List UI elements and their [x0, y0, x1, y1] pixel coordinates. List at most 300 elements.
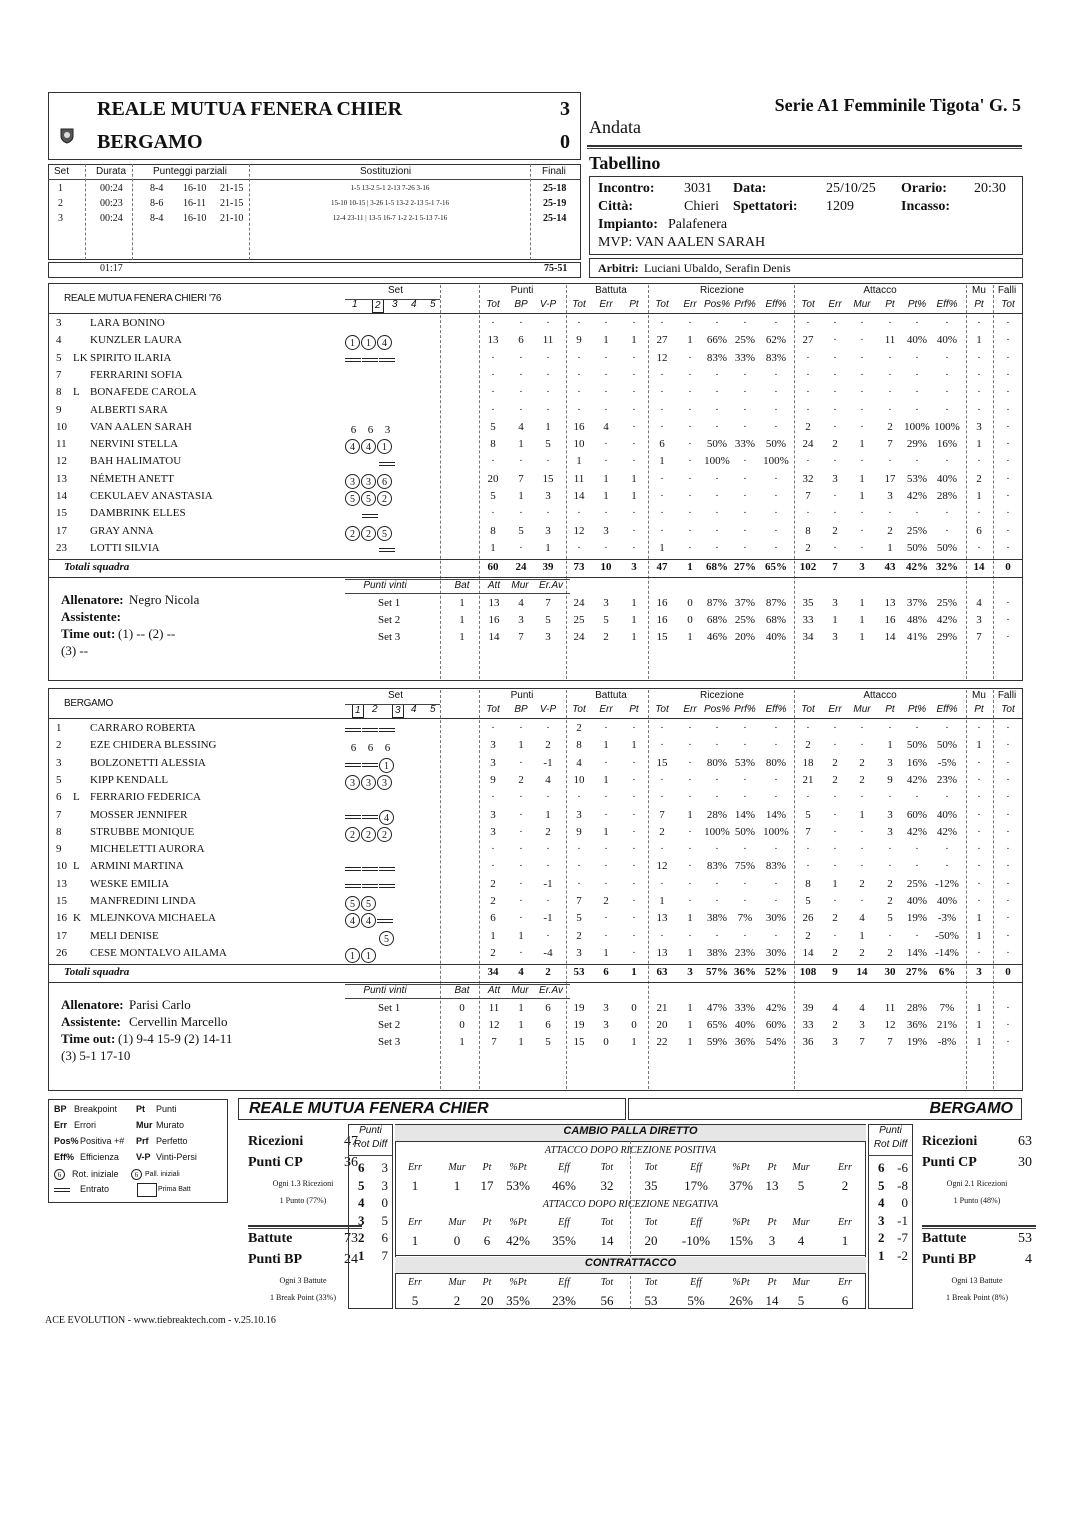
player-stat-15: 100%: [904, 420, 930, 433]
player-name: ARMINI MARTINA: [90, 860, 184, 873]
entered-marker: [345, 867, 361, 871]
player-stat-13: 1: [859, 438, 865, 451]
away-subheader-11: Tot: [801, 704, 815, 715]
per-set-stat-0: 1: [459, 597, 465, 610]
player-name: KUNZLER LAURA: [90, 334, 182, 347]
player-stat-16: ·: [945, 507, 949, 520]
player-stat-17: 1: [976, 334, 982, 347]
hdr-away-3: Pt: [767, 1162, 777, 1173]
player-stat-6: ·: [660, 490, 664, 502]
player-name: VAN AALEN SARAH: [90, 420, 192, 433]
hdr-away-2: %Pt: [732, 1217, 750, 1228]
per-set-stat-13: 1: [832, 614, 838, 627]
player-stat-9: 53%: [734, 756, 756, 769]
player-stat-4: 4: [603, 420, 609, 433]
player-stat-15: 60%: [906, 808, 928, 821]
away-note2: 1 Punto (48%): [953, 1196, 1001, 1205]
player-stat-5: ·: [632, 756, 636, 769]
entered-marker: [345, 358, 361, 362]
player-stat-2: ·: [546, 507, 550, 520]
player-stat-13: 2: [859, 946, 865, 959]
player-stat-2: ·: [546, 860, 550, 873]
player-stat-9: 75%: [734, 860, 756, 873]
away-subheader-5: Pt: [629, 704, 639, 715]
per-set-stat-0: 0: [459, 1002, 465, 1015]
away-header-attacco: Attacco: [863, 690, 897, 701]
per-set-stat-0: 0: [459, 1019, 465, 1032]
per-set-stat-7: 16: [656, 597, 668, 610]
entered-marker: [345, 884, 361, 888]
player-stat-8: 100%: [704, 455, 730, 468]
per-set-stat-9: 87%: [706, 597, 728, 610]
player-stat-9: ·: [743, 739, 747, 752]
player-stat-8: 66%: [706, 334, 728, 347]
player-stat-0: 2: [490, 895, 496, 907]
neg-home-2: 6: [483, 1233, 491, 1248]
pall-iniziali-icon: 6: [131, 1169, 142, 1180]
player-sets-played: [345, 721, 396, 739]
legend-key-0: BP: [54, 1104, 67, 1114]
per-set-stat-7: 16: [656, 614, 668, 627]
per-set-stat-11: 87%: [765, 597, 787, 610]
player-stat-1: ·: [519, 403, 523, 416]
player-name: FERRARINI SOFIA: [90, 368, 183, 381]
con-away-4: 5: [797, 1293, 805, 1308]
player-stat-3: ·: [577, 386, 581, 399]
home-rot-diff-5: 7: [381, 1247, 388, 1263]
per-set-stat-14: 4: [859, 1002, 865, 1015]
player-stat-17: ·: [977, 843, 981, 856]
player-stat-2: 3: [545, 524, 551, 537]
hdr-home-0: Err: [408, 1162, 422, 1173]
per-set-stat-1: 14: [488, 631, 500, 644]
away-set-number-5: 5: [430, 704, 436, 715]
player-stat-8: ·: [715, 524, 719, 537]
player-stat-15: 40%: [906, 334, 928, 347]
player-stat-2: ·: [546, 317, 550, 329]
player-stat-12: 2: [832, 438, 838, 451]
player-stat-17: ·: [977, 507, 981, 520]
player-stat-17: 2: [976, 472, 982, 485]
away-set-number-3: 3: [392, 704, 404, 718]
legend-entrato: Entrato: [80, 1184, 110, 1194]
player-stat-16: -5%: [937, 756, 957, 769]
per-set-stat-19: ·: [1006, 597, 1010, 610]
player-stat-10: ·: [774, 722, 778, 734]
player-number: 15: [56, 895, 67, 907]
player-stat-12: ·: [833, 403, 837, 416]
home-pv-header-1: Bat: [454, 580, 470, 592]
hdr-home-4: Eff: [558, 1217, 570, 1228]
player-stat-2: 5: [545, 438, 551, 451]
player-stat-13: ·: [860, 895, 864, 907]
player-stat-11: ·: [806, 317, 810, 329]
starting-rotation-marker: 5: [377, 526, 392, 541]
player-stat-14: 5: [887, 912, 893, 925]
player-stat-4: ·: [604, 368, 608, 381]
hdr-home-5: Tot: [600, 1277, 614, 1288]
incontro-value: 3031: [684, 181, 712, 196]
player-stat-1: 1: [518, 739, 524, 752]
player-stat-3: 14: [573, 490, 585, 502]
player-stat-8: 38%: [706, 946, 728, 959]
away-rot-num-5: 1: [878, 1247, 885, 1263]
total-final: 75-51: [544, 263, 568, 274]
player-sets-played: [345, 911, 394, 929]
per-set-stat-4: 25: [573, 614, 585, 627]
player-stat-6: ·: [660, 403, 664, 416]
player-stat-11: 14: [802, 946, 814, 959]
pos-away-2: 37%: [729, 1178, 753, 1193]
player-stat-7: 1: [687, 334, 693, 347]
player-stat-9: 7%: [737, 912, 753, 925]
player-stat-12: ·: [833, 722, 837, 734]
player-stat-13: 2: [859, 756, 865, 769]
player-stat-6: ·: [660, 877, 664, 890]
player-stat-8: ·: [715, 386, 719, 399]
home-note3: Ogni 3 Battute: [279, 1276, 327, 1285]
hdr-home-4: Eff: [558, 1162, 570, 1173]
per-set-stat-8: 1: [687, 1019, 693, 1032]
player-stat-17: ·: [977, 895, 981, 907]
away-total-14: 30: [884, 966, 896, 979]
per-set-stat-1: 12: [488, 1019, 500, 1032]
hdr-home-1: Mur: [448, 1277, 466, 1288]
player-stat-9: ·: [743, 541, 747, 554]
player-stat-7: ·: [688, 472, 692, 485]
starting-rotation-marker: 2: [361, 827, 376, 842]
hdr-away-0: Tot: [644, 1217, 658, 1228]
player-stat-18: ·: [1006, 524, 1010, 537]
player-stat-14: ·: [888, 722, 892, 734]
player-stat-11: ·: [806, 843, 810, 856]
home-pbp-label: Punti BP: [248, 1252, 303, 1267]
player-stat-6: ·: [660, 791, 664, 804]
player-stat-7: 1: [687, 808, 693, 821]
player-stat-6: ·: [660, 739, 664, 752]
player-stat-6: 12: [656, 860, 668, 873]
legend-key-6: Eff%: [54, 1152, 74, 1162]
player-name: NERVINI STELLA: [90, 438, 179, 451]
home-subheader-5: Pt: [629, 299, 639, 310]
starting-rotation-marker: 4: [361, 439, 376, 454]
player-stat-12: ·: [833, 808, 837, 821]
sets-header-sostituzioni: Sostituzioni: [360, 166, 412, 177]
pos-away-3: 13: [765, 1178, 779, 1193]
home-rot-num-0: 6: [358, 1160, 365, 1175]
player-stat-9: ·: [743, 791, 747, 804]
per-set-stat-18: 3: [976, 614, 982, 627]
player-number: 7: [56, 808, 62, 821]
player-stat-8: ·: [715, 929, 719, 942]
away-note4: 1 Break Point (8%): [946, 1293, 1008, 1302]
player-stat-3: ·: [577, 877, 581, 890]
legend-desc-0: Breakpoint: [74, 1104, 118, 1114]
player-stat-9: 25%: [734, 334, 756, 347]
player-stat-4: ·: [604, 808, 608, 821]
home-subheader-18: Tot: [1001, 299, 1015, 310]
player-stat-1: ·: [519, 317, 523, 329]
away-pbp-value: 4: [1025, 1252, 1032, 1267]
plain-rotation-marker: 6: [367, 742, 374, 755]
player-stat-12: ·: [833, 791, 837, 804]
player-name: SPIRITO ILARIA: [90, 351, 172, 364]
set-partial-1: 8-4: [150, 213, 164, 224]
set-number: 3: [58, 213, 63, 224]
home-rot-num-5: 1: [358, 1247, 365, 1263]
player-stat-18: ·: [1006, 420, 1010, 433]
away-rot-num-0: 6: [878, 1160, 885, 1175]
con-away-0: 53: [644, 1293, 658, 1308]
player-stat-17: ·: [977, 541, 981, 554]
player-sets-played: [345, 859, 396, 877]
player-stat-11: 7: [805, 825, 811, 838]
hdr-away-4: Mur: [792, 1217, 810, 1228]
player-stat-15: 25%: [906, 877, 928, 890]
player-stat-0: 20: [487, 472, 499, 485]
player-stat-18: ·: [1006, 386, 1010, 399]
per-set-stat-15: 12: [884, 1019, 896, 1032]
player-stat-1: ·: [519, 895, 523, 907]
player-stat-14: 1: [887, 541, 893, 554]
away-pv-header-3: Mur: [511, 985, 529, 997]
player-stat-5: ·: [632, 912, 636, 925]
player-stat-15: ·: [915, 507, 919, 520]
player-stat-3: 3: [576, 946, 582, 959]
player-stat-12: ·: [833, 368, 837, 381]
player-stat-2: -1: [543, 912, 553, 925]
away-rot-num-1: 5: [878, 1177, 885, 1193]
player-stat-17: 1: [976, 929, 982, 942]
neg-away-3: 3: [768, 1233, 776, 1248]
away-team-title: BERGAMO: [64, 698, 114, 709]
hdr-away-4: Mur: [792, 1277, 810, 1288]
player-stat-6: 1: [659, 455, 665, 468]
player-stat-18: ·: [1006, 317, 1010, 329]
player-stat-11: 27: [802, 334, 814, 347]
home-total-3: 73: [573, 561, 585, 574]
hdr-home-1: Mur: [448, 1162, 466, 1173]
hdr-home-2: Pt: [482, 1162, 492, 1173]
home-pv-header-0: Punti vinti: [363, 580, 407, 592]
player-stat-0: 1: [490, 929, 496, 942]
player-stat-2: 11: [542, 334, 554, 347]
player-stat-11: ·: [806, 791, 810, 804]
player-stat-8: ·: [715, 317, 719, 329]
hdr-away-3: Pt: [767, 1217, 777, 1228]
player-stat-2: ·: [546, 368, 550, 381]
player-stat-10: ·: [774, 403, 778, 416]
per-set-stat-18: 7: [976, 631, 982, 644]
player-stat-17: ·: [977, 773, 981, 786]
legend-key-7: V-P: [136, 1152, 151, 1162]
away-subheader-9: Prf%: [734, 704, 756, 715]
player-stat-10: ·: [774, 895, 778, 907]
away-subheader-16: Eff%: [936, 704, 958, 715]
player-stat-18: ·: [1006, 946, 1010, 959]
starting-rotation-marker: 1: [361, 335, 376, 350]
away-total-1: 4: [518, 966, 524, 979]
entered-marker: [362, 815, 378, 819]
per-set-stat-13: 3: [832, 631, 838, 644]
player-stat-15: ·: [915, 368, 919, 381]
player-stat-7: ·: [688, 403, 692, 416]
player-stat-18: ·: [1006, 541, 1010, 554]
per-set-label: Set 3: [378, 631, 401, 644]
hdr-home-3: %Pt: [509, 1217, 527, 1228]
starting-rotation-marker: 2: [377, 491, 392, 506]
per-set-stat-10: 40%: [734, 1019, 756, 1032]
per-set-stat-16: 48%: [906, 614, 928, 627]
per-set-stat-5: 3: [603, 1019, 609, 1032]
home-total-18: 0: [1005, 561, 1011, 574]
player-stat-15: 14%: [906, 946, 928, 959]
home-subheader-3: Tot: [572, 299, 586, 310]
home-subheader-16: Eff%: [936, 299, 958, 310]
player-stat-2: ·: [546, 791, 550, 804]
away-subheader-6: Tot: [655, 704, 669, 715]
per-set-stat-19: ·: [1006, 1002, 1010, 1015]
footer-credits: ACE EVOLUTION - www.tiebreaktech.com - v.25.10.16: [45, 1315, 276, 1326]
player-stat-14: ·: [888, 386, 892, 399]
player-stat-11: 2: [805, 929, 811, 942]
away-total-8: 57%: [706, 966, 728, 979]
set-duration: 00:23: [100, 198, 123, 209]
home-total-11: 102: [799, 561, 817, 574]
home-subheader-12: Err: [828, 299, 842, 310]
player-stat-12: ·: [833, 507, 837, 520]
set-partial-1: 8-6: [150, 198, 164, 209]
player-stat-0: 2: [490, 877, 496, 890]
player-stat-7: ·: [688, 791, 692, 804]
per-set-stat-2: 1: [518, 1019, 524, 1032]
legend-rot-iniziale: Rot. iniziale: [72, 1169, 119, 1179]
away-set-number-1: 1: [352, 704, 364, 718]
per-set-stat-17: 29%: [936, 631, 958, 644]
player-stat-1: 6: [518, 334, 524, 347]
per-set-stat-10: 20%: [734, 631, 756, 644]
home-note4: 1 Break Point (33%): [270, 1293, 336, 1302]
player-stat-11: 2: [805, 420, 811, 433]
set-duration: 00:24: [100, 213, 123, 224]
home-team-title: REALE MUTUA FENERA CHIERI '76: [64, 293, 222, 304]
entered-marker: [362, 763, 378, 767]
player-stat-13: 1: [859, 929, 865, 942]
player-stat-6: 12: [656, 351, 668, 364]
player-stat-5: ·: [632, 825, 636, 838]
per-set-stat-17: 42%: [936, 614, 958, 627]
player-stat-5: ·: [632, 722, 636, 734]
player-stat-4: ·: [604, 386, 608, 399]
away-subheader-2: V-P: [539, 704, 557, 715]
neg-away-4: 4: [797, 1233, 805, 1248]
per-set-stat-11: 68%: [765, 614, 787, 627]
away-total-13: 14: [856, 966, 868, 979]
home-pv-header-4: Er.Av: [539, 580, 563, 592]
player-stat-8: ·: [715, 877, 719, 890]
away-total-18: 0: [1005, 966, 1011, 979]
player-stat-16: 23%: [936, 773, 958, 786]
player-stat-15: ·: [915, 860, 919, 873]
player-stat-6: ·: [660, 368, 664, 381]
home-total-2: 39: [542, 561, 554, 574]
player-stat-6: 27: [656, 334, 668, 347]
player-stat-6: ·: [660, 420, 664, 433]
away-rot-diff-1: -8: [897, 1177, 908, 1193]
player-sets-played: [345, 825, 393, 843]
home-total-0: 60: [487, 561, 499, 574]
player-stat-12: ·: [833, 317, 837, 329]
player-stat-18: ·: [1006, 507, 1010, 520]
player-stat-1: ·: [519, 722, 523, 734]
player-stat-18: ·: [1006, 929, 1010, 942]
player-stat-1: 4: [518, 420, 524, 433]
away-rot-diff-2: 0: [901, 1195, 908, 1210]
player-stat-17: 6: [976, 524, 982, 537]
player-stat-0: 13: [487, 334, 499, 347]
player-stat-1: ·: [519, 912, 523, 925]
player-stat-7: ·: [688, 386, 692, 399]
per-set-stat-14: 1: [859, 597, 865, 610]
player-stat-10: ·: [774, 386, 778, 399]
player-stat-11: 24: [802, 438, 814, 451]
con-home-5: 56: [600, 1293, 614, 1308]
per-set-stat-15: 11: [884, 1002, 896, 1015]
away-subheader-10: Eff%: [765, 704, 787, 715]
player-stat-17: 1: [976, 739, 982, 752]
data-label: Data:: [733, 181, 767, 196]
entered-marker: [379, 728, 395, 732]
away-subheader-3: Tot: [572, 704, 586, 715]
away-subheader-7: Err: [683, 704, 697, 715]
player-stat-9: ·: [743, 507, 747, 520]
player-stat-4: 2: [603, 895, 609, 907]
player-stat-2: 4: [545, 773, 551, 786]
per-set-stat-7: 20: [656, 1019, 668, 1032]
home-total-6: 47: [656, 561, 668, 574]
player-stat-9: ·: [743, 490, 747, 502]
player-stat-6: 7: [659, 808, 665, 821]
legend-desc-6: Efficienza: [80, 1152, 119, 1162]
pos-home-3: 53%: [506, 1178, 530, 1193]
player-stat-1: ·: [519, 946, 523, 959]
player-stat-13: 4: [859, 912, 865, 925]
set-number: 1: [58, 183, 63, 194]
player-stat-4: ·: [604, 860, 608, 873]
player-stat-18: ·: [1006, 490, 1010, 502]
bottom-away-name: BERGAMO: [628, 1098, 1022, 1120]
home-subheader-2: V-P: [539, 299, 557, 310]
player-stat-10: ·: [774, 843, 778, 856]
player-stat-0: 8: [490, 438, 496, 451]
away-rot-diff-0: -6: [897, 1160, 908, 1175]
player-stat-8: 80%: [706, 756, 728, 769]
player-stat-5: ·: [632, 386, 636, 399]
total-duration: 01:17: [100, 263, 123, 274]
player-stat-3: 2: [576, 722, 582, 734]
player-stat-5: ·: [632, 420, 636, 433]
incontro-label: Incontro:: [598, 181, 655, 196]
player-stat-15: 50%: [906, 739, 928, 752]
player-stat-10: ·: [774, 490, 778, 502]
hdr-home-2: Pt: [482, 1217, 492, 1228]
player-stat-15: 42%: [906, 825, 928, 838]
player-stat-13: ·: [860, 722, 864, 734]
per-set-stat-2: 7: [518, 631, 524, 644]
player-stat-5: 1: [631, 334, 637, 347]
player-stat-11: 18: [802, 756, 814, 769]
player-stat-9: 33%: [734, 438, 756, 451]
